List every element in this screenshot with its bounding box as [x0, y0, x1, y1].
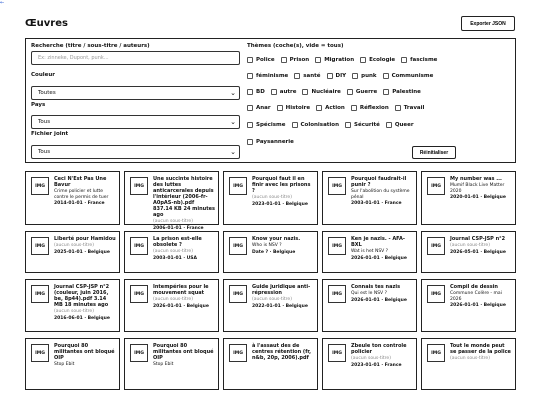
card-title: Une succinte histoire des luttes anticarcerales depuis l'intérieur (2006-fr-A0pAS-nb).pdf 837.14 KB 24 minutes ago: [153, 176, 215, 218]
search-label: Recherche (titre / sous-titre / auteurs): [31, 43, 150, 49]
thumbnail-placeholder: IMG: [427, 237, 445, 255]
export-json-button[interactable]: Exporter JSON: [461, 16, 515, 31]
theme-row: [247, 73, 439, 79]
card-body: [252, 343, 314, 361]
theme-checkbox[interactable]: [271, 89, 277, 95]
card-subtitle: Stop Ebit: [153, 362, 174, 367]
card-body: [450, 284, 512, 309]
thumbnail-placeholder: IMG: [328, 177, 346, 195]
card-subtitle: Qui est le NSV ?: [351, 291, 387, 296]
thumbnail-placeholder: IMG: [31, 285, 49, 303]
card-body: [351, 343, 413, 368]
theme-checkbox[interactable]: [345, 122, 351, 128]
theme-option[interactable]: [292, 122, 339, 128]
pays-value: Tous: [38, 119, 51, 125]
theme-label: Police: [256, 57, 275, 63]
card-subtitle: (aucun sous-titre): [153, 249, 193, 254]
theme-label: Anar: [256, 105, 271, 111]
themes-label: Thèmes (coche(s), vide = tous): [247, 43, 344, 49]
theme-label: Histoire: [285, 105, 311, 111]
search-placeholder: Ex: zinneke, Dupont, punk...: [38, 55, 109, 61]
theme-checkbox[interactable]: [247, 73, 253, 79]
card-body: [54, 236, 116, 255]
theme-option[interactable]: [271, 89, 297, 95]
filters-panel: [25, 38, 516, 163]
couleur-label: Couleur: [31, 72, 55, 78]
thumbnail-placeholder: IMG: [130, 285, 148, 303]
card-title: Tout le monde peut se passer de la police: [450, 343, 511, 355]
card-meta: Date ? · Belgique: [252, 249, 296, 255]
card-subtitle: (aucun sous-titre): [450, 356, 490, 361]
theme-label: DIY: [335, 73, 347, 79]
thumbnail-placeholder: IMG: [130, 237, 148, 255]
card-subtitle: Sur l'abolition du système pénal: [351, 189, 410, 200]
work-card[interactable]: [25, 231, 120, 273]
search-input[interactable]: [31, 51, 240, 65]
theme-label: Colonisation: [300, 122, 339, 128]
theme-checkbox[interactable]: [247, 105, 253, 111]
thumbnail-placeholder: IMG: [328, 344, 346, 362]
theme-row: [247, 122, 420, 128]
theme-option[interactable]: [277, 105, 311, 111]
work-card[interactable]: [421, 231, 516, 273]
theme-label: Ecologie: [369, 57, 396, 63]
card-subtitle: (aucun sous-titre): [153, 219, 193, 224]
work-card[interactable]: [322, 279, 417, 332]
theme-checkbox[interactable]: [247, 57, 253, 63]
theme-checkbox[interactable]: [327, 73, 333, 79]
card-body: [252, 284, 314, 309]
theme-checkbox[interactable]: [386, 122, 392, 128]
card-meta: 2006-01-01 · France: [153, 225, 204, 231]
theme-checkbox[interactable]: [347, 89, 353, 95]
card-body: [153, 284, 215, 309]
card-title: Journal CSP-JSP n°2 (couleur, juin 2016, be, 8p44).pdf 3.14 MB 18 minutes ago: [54, 284, 110, 308]
thumbnail-placeholder: IMG: [427, 344, 445, 362]
work-card[interactable]: [421, 338, 516, 390]
theme-checkbox[interactable]: [292, 122, 298, 128]
theme-option[interactable]: [302, 89, 340, 95]
theme-option[interactable]: [395, 105, 425, 111]
fichier-label: Fichier joint: [31, 131, 69, 137]
theme-option[interactable]: [351, 105, 389, 111]
theme-checkbox[interactable]: [294, 73, 300, 79]
card-title: Ceci N'Est Pas Une Bavur: [54, 176, 107, 188]
card-meta: 2026-01-01 · Belgique: [153, 303, 209, 309]
card-title: à l'assaut des de centres rétention (fr, n&b, 20p, 2006).pdf: [252, 343, 312, 361]
card-meta: 2026-05-01 · Belgique: [450, 249, 506, 255]
card-subtitle: Stop Ebit: [54, 362, 75, 367]
thumbnail-placeholder: IMG: [31, 344, 49, 362]
card-body: [351, 176, 413, 207]
work-card[interactable]: [322, 171, 417, 225]
theme-label: fascisme: [410, 57, 438, 63]
theme-label: Communisme: [391, 73, 434, 79]
card-body: [153, 343, 215, 368]
card-title: Pourquoi faudrait-il punir ?: [351, 176, 407, 188]
theme-option[interactable]: [247, 139, 294, 145]
card-body: [153, 236, 215, 261]
theme-label: Palestine: [392, 89, 421, 95]
theme-option[interactable]: [327, 73, 347, 79]
thumbnail-placeholder: IMG: [130, 177, 148, 195]
thumbnail-placeholder: IMG: [229, 285, 247, 303]
chevron-down-icon: ⌄: [230, 148, 236, 156]
work-card[interactable]: [223, 231, 318, 273]
theme-checkbox[interactable]: [401, 57, 407, 63]
page-title: Œuvres: [25, 18, 68, 29]
card-meta: 2026-01-01 · Belgique: [450, 303, 506, 308]
theme-option[interactable]: [294, 73, 320, 79]
theme-option[interactable]: [352, 73, 376, 79]
fichier-select[interactable]: [31, 145, 240, 159]
card-subtitle: (aucun sous-titre): [54, 243, 94, 248]
theme-checkbox[interactable]: [277, 105, 283, 111]
card-title: Pourquoi faut il en finir avec les prisons ?: [252, 176, 311, 194]
work-card[interactable]: [223, 171, 318, 225]
theme-checkbox[interactable]: [247, 122, 253, 128]
thumbnail-placeholder: IMG: [229, 237, 247, 255]
theme-option[interactable]: [247, 89, 265, 95]
theme-label: Prison: [289, 57, 310, 63]
thumbnail-placeholder: IMG: [328, 285, 346, 303]
work-card[interactable]: [25, 279, 120, 332]
theme-checkbox[interactable]: [315, 57, 321, 63]
chevron-down-icon: ⌄: [230, 118, 236, 126]
theme-checkbox[interactable]: [247, 139, 253, 145]
theme-row: [247, 57, 443, 63]
card-meta: 2003-01-01 · USA: [153, 255, 198, 261]
card-title: Journal CSP-JSP n°2: [450, 236, 506, 242]
card-title: Pourquoi 80 militantes ont bloqué OIP: [54, 343, 115, 361]
card-body: [450, 343, 512, 362]
theme-option[interactable]: [360, 57, 395, 63]
card-title: Guide juridique anti-répression: [252, 284, 311, 296]
card-subtitle: Mumif Black Live Matter 2020: [450, 183, 505, 194]
couleur-select[interactable]: [31, 86, 240, 100]
work-card[interactable]: [124, 338, 219, 390]
theme-option[interactable]: [383, 73, 434, 79]
theme-checkbox[interactable]: [352, 73, 358, 79]
theme-row: [247, 89, 427, 95]
card-body: [351, 284, 413, 303]
card-subtitle: (aucun sous-titre): [153, 297, 193, 302]
card-meta: 2014-01-01 · France: [54, 201, 105, 206]
work-card[interactable]: [124, 171, 219, 231]
thumbnail-placeholder: IMG: [31, 237, 49, 255]
theme-row: [247, 139, 300, 145]
fichier-value: Tous: [38, 149, 51, 155]
theme-label: punk: [361, 73, 377, 79]
card-subtitle: (aucun sous-titre): [54, 309, 94, 314]
theme-option[interactable]: [383, 89, 421, 95]
theme-option[interactable]: [316, 105, 345, 111]
card-subtitle: Wat is het NSV ?: [351, 249, 389, 254]
theme-option[interactable]: [345, 122, 380, 128]
card-body: [351, 236, 413, 261]
theme-checkbox[interactable]: [360, 57, 366, 63]
theme-label: Paysannerie: [256, 139, 294, 145]
theme-row: [247, 105, 430, 111]
theme-label: Sécurité: [354, 122, 380, 128]
theme-option[interactable]: [386, 122, 414, 128]
card-title: Zbeule ton controle policier: [351, 343, 407, 355]
work-card[interactable]: [322, 231, 417, 273]
card-meta: 2022-01-01 · Belgique: [252, 303, 308, 309]
theme-checkbox[interactable]: [383, 73, 389, 79]
theme-checkbox[interactable]: [383, 89, 389, 95]
work-card[interactable]: [421, 171, 516, 225]
theme-label: autre: [279, 89, 297, 95]
theme-checkbox[interactable]: [351, 105, 357, 111]
card-meta: 2026-01-01 · Belgique: [351, 255, 407, 261]
card-body: [252, 176, 314, 207]
theme-option[interactable]: [247, 105, 271, 111]
card-subtitle: (aucun sous-titre): [351, 356, 391, 361]
theme-option[interactable]: [401, 57, 437, 63]
card-body: [54, 284, 116, 321]
pays-label: Pays: [31, 102, 46, 108]
theme-label: Queer: [394, 122, 414, 128]
card-meta: 2016-06-01 · Belgique: [54, 315, 110, 321]
card-title: Intempéries pour le mouvement squat: [153, 284, 209, 296]
card-body: [450, 236, 512, 255]
card-meta: 2023-01-01 · Belgique: [252, 201, 308, 207]
card-subtitle: Crime policier et lutte contre le permis de tuer: [54, 189, 109, 200]
theme-label: Guerre: [355, 89, 378, 95]
thumbnail-placeholder: IMG: [229, 177, 247, 195]
theme-checkbox[interactable]: [316, 105, 322, 111]
pays-select[interactable]: [31, 115, 240, 129]
card-subtitle: (aucun sous-titre): [450, 243, 490, 248]
theme-option[interactable]: [347, 89, 377, 95]
work-card[interactable]: [25, 171, 120, 225]
theme-label: Spécisme: [256, 122, 286, 128]
card-title: Connais tes nazis: [351, 284, 401, 290]
work-card[interactable]: [124, 279, 219, 332]
work-card[interactable]: [223, 338, 318, 390]
theme-label: Migration: [324, 57, 355, 63]
card-title: La prison est-elle obsolete ?: [153, 236, 202, 248]
theme-option[interactable]: [315, 57, 354, 63]
card-subtitle: (aucun sous-titre): [252, 297, 292, 302]
card-title: Compil de dessin: [450, 284, 498, 290]
card-subtitle: Who is NSV ?: [252, 243, 282, 248]
theme-label: santé: [303, 73, 321, 79]
theme-label: Nucléaire: [311, 89, 341, 95]
card-subtitle: Commune Colère - mai 2026: [450, 291, 502, 302]
theme-label: BD: [256, 89, 265, 95]
couleur-value: Toutes: [38, 90, 56, 96]
theme-checkbox[interactable]: [247, 89, 253, 95]
card-title: Liberté pour Hamidou: [54, 236, 116, 242]
thumbnail-placeholder: IMG: [427, 285, 445, 303]
card-meta: 2025-01-01 · Belgique: [54, 249, 110, 255]
theme-label: Action: [325, 105, 345, 111]
card-meta: 2020-01-01 · Belgique: [450, 195, 506, 200]
theme-label: Réflexion: [359, 105, 389, 111]
thumbnail-placeholder: IMG: [31, 177, 49, 195]
card-title: Ken je nazis. - AFA-BXL: [351, 236, 405, 248]
card-body: [54, 343, 116, 368]
card-body: [450, 176, 512, 201]
thumbnail-placeholder: IMG: [130, 344, 148, 362]
card-title: Pourquoi 80 militantes ont bloqué OIP: [153, 343, 214, 361]
back-link[interactable]: ←: [0, 0, 5, 6]
theme-label: Travail: [403, 105, 425, 111]
theme-option[interactable]: [247, 57, 275, 63]
thumbnail-placeholder: IMG: [427, 177, 445, 195]
card-meta: 2023-01-01 · France: [351, 362, 402, 368]
card-meta: 2026-01-01 · Belgique: [351, 297, 407, 303]
card-title: Know your nazis.: [252, 236, 301, 242]
work-card[interactable]: [223, 279, 318, 332]
reset-button[interactable]: Réinitialiser: [412, 146, 456, 159]
theme-label: féminisme: [256, 73, 289, 79]
card-body: [252, 236, 314, 255]
work-card[interactable]: [124, 231, 219, 273]
theme-option[interactable]: [247, 73, 288, 79]
theme-option[interactable]: [247, 122, 286, 128]
thumbnail-placeholder: IMG: [229, 344, 247, 362]
work-card[interactable]: [322, 338, 417, 390]
thumbnail-placeholder: IMG: [328, 237, 346, 255]
theme-checkbox[interactable]: [302, 89, 308, 95]
chevron-down-icon: ⌄: [230, 89, 236, 97]
work-card[interactable]: [421, 279, 516, 332]
theme-checkbox[interactable]: [395, 105, 401, 111]
theme-option[interactable]: [281, 57, 310, 63]
card-body: [54, 176, 116, 207]
card-subtitle: (aucun sous-titre): [252, 195, 292, 200]
card-body: [153, 176, 215, 231]
card-title: My number was ...: [450, 176, 502, 182]
work-card[interactable]: [25, 338, 120, 390]
theme-checkbox[interactable]: [281, 57, 287, 63]
card-meta: 2003-01-01 · France: [351, 201, 402, 206]
